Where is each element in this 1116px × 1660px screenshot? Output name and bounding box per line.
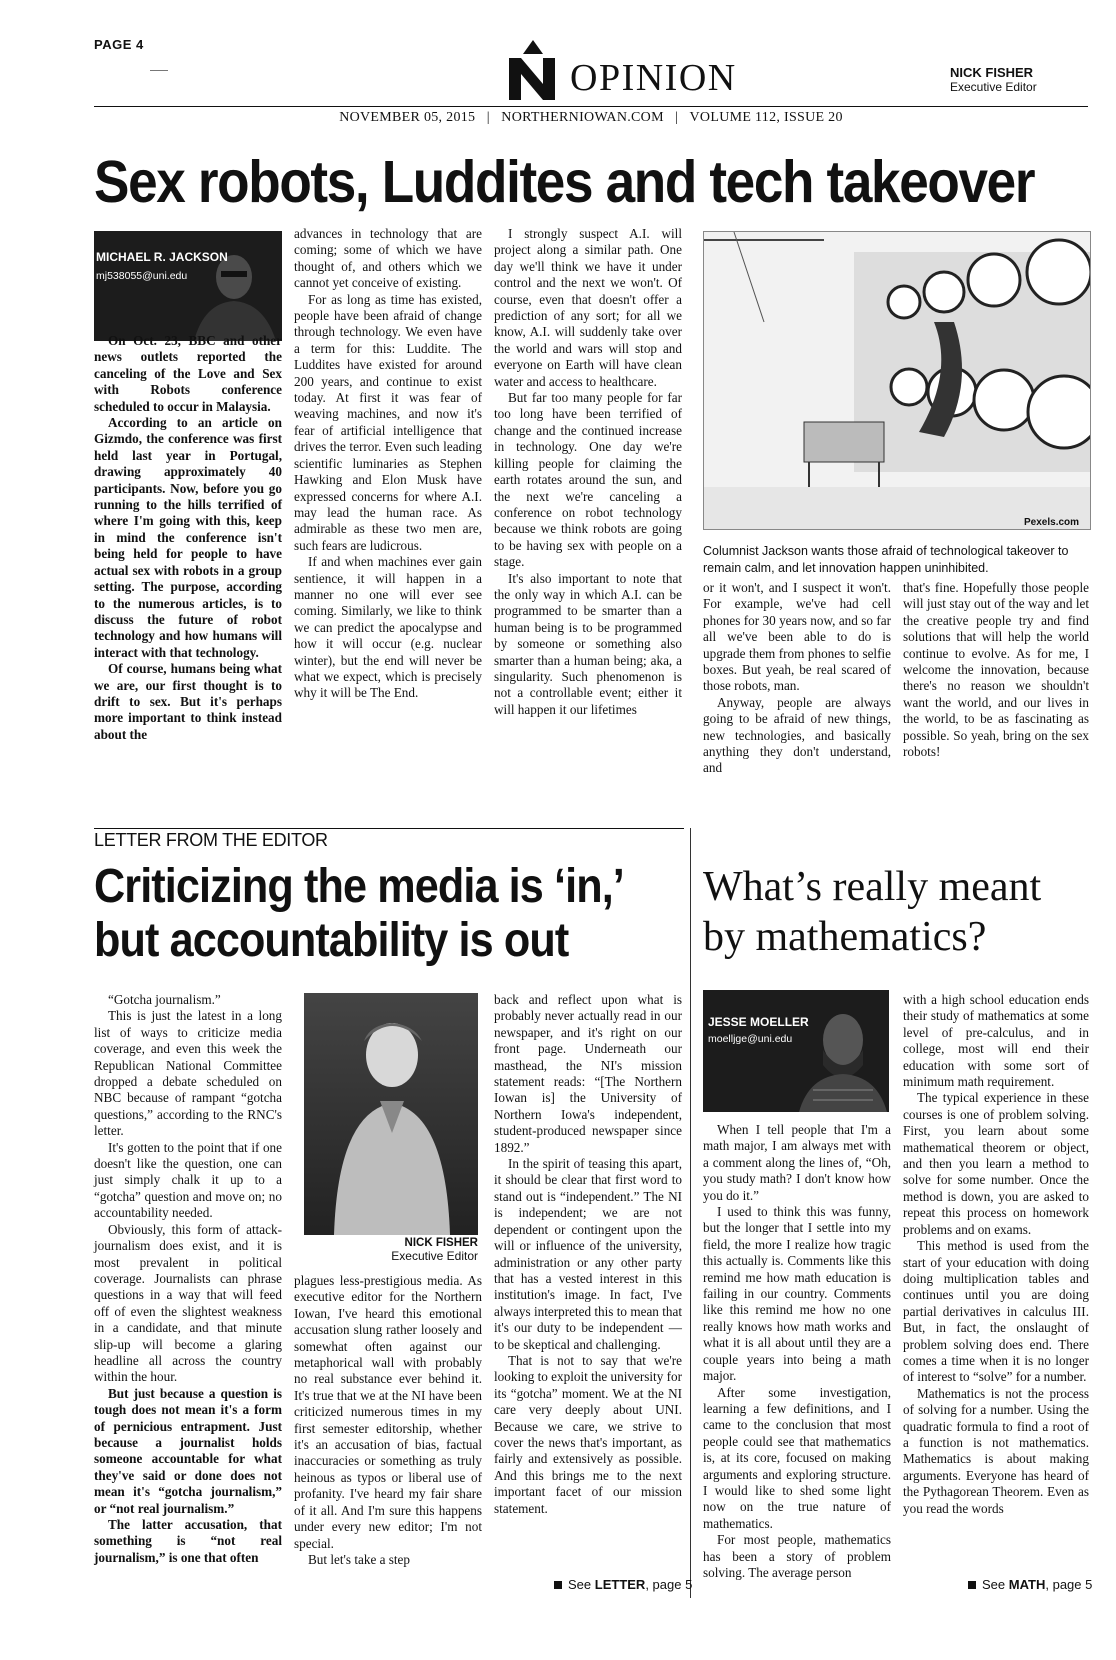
header-rule <box>94 106 1088 107</box>
article1-column-4 <box>703 580 891 777</box>
paragraph: It's gotten to the point that if one doesn't like the question, one can just simply chalk it up to a “gotcha” question and move on; no accountability needed. <box>94 1139 282 1221</box>
jump-word: MATH <box>1008 1577 1046 1592</box>
paragraph: Anyway, people are always going to be afraid of new things, new technologies, and basically anything they don't understand, and <box>703 694 891 776</box>
editor-portrait-icon <box>304 993 478 1235</box>
article3-headline-line1: What’s really meant <box>703 864 1042 910</box>
article2-headline-line2: but accountability is out <box>94 914 569 967</box>
jump-prefix: See <box>568 1577 592 1592</box>
jump-word: LETTER <box>594 1577 646 1592</box>
paragraph: back and reflect upon what is probably never actually read in our newspaper, and it's right on our front page. Underneath our masthead, the NI's mission statement reads: “[The Northern Iowan is] the University of Northern Iowa's independent, student-produced newspaper since 1892.” <box>494 992 682 1155</box>
editor-photo <box>304 993 478 1235</box>
paragraph: The typical experience in these courses is one of problem solving. First, you learn about some mathematical theorem or object, and then you learn a method to solve for some number. Once the method is down, you are asked to repeat this process on homework problems and on exams. <box>903 1090 1089 1237</box>
paragraph: This method is used from the start of your education with doing doing multiplication tables and continues until you are doing partial derivatives in calculus III. But, in fact, the onslaught of problem solving does end. There comes a time when it is no longer of interest to “solve” for a number. <box>903 1238 1089 1385</box>
author-name: MICHAEL R. JACKSON <box>96 250 228 264</box>
paragraph: that's fine. Hopefully those people will just stay out of the way and let the creative people try and find solutions that will help the world continue to evolve. As for me, I welcome the innovation, because there's no reason we shouldn't want the world, and our lives in the world, to be as fascinating as possible. So yeah, bring on the sex robots! <box>903 580 1089 760</box>
article2-column-1 <box>94 992 282 1566</box>
website: NORTHERNIOWAN.COM <box>501 110 664 125</box>
article2-headline <box>94 860 670 968</box>
paragraph: I used to think this was funny, but the longer that I settle into my field, the more I realize how tragic this actually is. Comments like this remind me how math education is failing in our country. Comments like this remind me how no one really knows how math works and what it is all about until they are a couple years into being a math major. <box>703 1204 891 1384</box>
paragraph: Mathematics is not the process of solving for a number. Using the quadratic formula to find a root of a function is not mathematics. Mathematics is about making arguments. Everyone has heard of the Pythagorean Theorem. Even as you read the words <box>903 1385 1089 1516</box>
paragraph: If and when machines ever gain sentience, it will happen in a manner no one will ever see coming. Similarly, we like to think we can predict the apocalypse and how it will occur (e.g. nuclear winter), but the end will never be what we expect, which is precisely why it will be The End. <box>294 554 482 701</box>
author-photo-jackson <box>94 231 282 341</box>
section-divider <box>94 828 684 829</box>
article2-column-3 <box>494 992 682 1517</box>
paragraph: Obviously, this form of attack-journalism does exist, and it is most prevalent in political coverage. Journalists can phrase questions in a way that will feed off of even the slightest weakness in a candidate, and that minute slip-up will become a glaring headline all across the country within the hour. <box>94 1221 282 1385</box>
paragraph: When I tell people that I'm a math major, I am always met with a comment along the lines of, “Oh, you study math? I don't know how you do it.” <box>703 1122 891 1203</box>
author-email: mj538055@uni.edu <box>96 270 188 282</box>
article2-column-2 <box>294 1273 482 1568</box>
author-name: JESSE MOELLER <box>708 1015 809 1029</box>
editor-photo-name: NICK FISHER <box>404 1237 478 1249</box>
paragraph: The latter accusation, that something is “not real journalism,” is one that often <box>94 1517 282 1565</box>
article2-headline-line1: Criticizing the media is ‘in,’ <box>94 860 624 913</box>
paragraph: On Oct. 23, BBC and other news outlets reported the canceling of the Love and Sex with Robots conference scheduled to occur in Malaysia. <box>94 333 282 414</box>
author-portrait-icon <box>94 231 282 341</box>
photo-credit: Pexels.com <box>1024 517 1080 528</box>
paragraph: plagues less-prestigious media. As executive editor for the Northern Iowan, I've heard this emotional accusation slung rather loosely and somewhat often against our metaphorical wall with probably no real substance ever behind it. It's true that we at the NI have been criticized numerous times in my first semester editorship, whether it's an accusation of bias, factual inaccuracies or something as truly heinous as typos or liberal use of profanity. I've heard my fair share of it all. And I'm sure this happens under every new editor; I'm not special. <box>294 1273 482 1551</box>
column-divider <box>690 828 691 1598</box>
editor-photo-caption <box>304 1237 478 1263</box>
header-dash <box>150 70 168 71</box>
article3-column-2 <box>903 992 1089 1517</box>
paragraph: Of course, humans being what we are, our first thought is to drift to sex. But it's perhaps more important to think instead about the <box>94 661 282 742</box>
article3-headline-line2: by mathematics? <box>703 914 987 960</box>
letter-jump-link[interactable] <box>554 1577 692 1592</box>
photo-caption: Columnist Jackson wants those afraid of technological takeover to remain calm, and let innovation happen uninhibited. <box>703 544 1069 575</box>
paragraph: or it won't, and I suspect it won't. For example, we've had cell phones for 30 years now, and so far all we've been able to do is upgrade them from phones to selfie boxes. But yeah, be real scared of those robots, man. <box>703 580 891 694</box>
author-portrait-icon <box>703 990 889 1112</box>
math-jump-link[interactable] <box>968 1577 1092 1592</box>
paragraph: But let's take a step <box>308 1551 410 1567</box>
paragraph: In the spirit of teasing this apart, it should be clear that first word to stand out is “independent.” The NI is independent; we are not dependent or contingent upon the will or influence of the university, administration or any other party that has a vested interest in this institution's image. In fact, I've always interpreted this to mean that it's our duty to be independent — to be skeptical and challenging. <box>494 1156 682 1352</box>
author-email: moelljge@uni.edu <box>708 1033 793 1045</box>
paragraph: After some investigation, learning a few definitions, and I came to the conclusion that most people could see that mathematics is, at its core, focused on making arguments and exploring structure. I would like to shed some light now on the true nature of mathematics. <box>703 1384 891 1531</box>
section-title: OPINION <box>570 57 737 99</box>
dateline-separator: | <box>486 110 490 125</box>
volume-issue: VOLUME 112, ISSUE 20 <box>689 110 843 125</box>
article1-column-1 <box>94 333 282 743</box>
article2-kicker: LETTER FROM THE EDITOR <box>94 830 328 850</box>
dateline <box>94 110 1088 126</box>
article1-column-3 <box>494 226 682 718</box>
jump-square-icon <box>968 1581 976 1589</box>
paragraph: with a high school education ends their study of mathematics at some level of pre-calculus, and in college, most will end their education with some sort of minimum math requirement. <box>903 992 1089 1090</box>
paragraph: According to an article on Gizmdo, the conference was first held last year in Portugal, drawing approximately 40 participants. Now, before you go running to the hills terrified of where I'm going with this, keep in mind the conference isn't being held for people to have actual sex with robots in a group setting. The purpose, according to the numerous articles, is to discuss the future of robot technology and how humans will interact with that technology. <box>94 415 282 660</box>
article1-headline: Sex robots, Luddites and tech takeover <box>94 149 1035 215</box>
author-photo-moeller <box>703 990 889 1112</box>
masthead-editor-title: Executive Editor <box>950 80 1037 94</box>
paragraph: For most people, mathematics has been a story of problem solving. The average person <box>703 1532 891 1580</box>
jump-prefix: See <box>982 1577 1006 1592</box>
dateline-separator: | <box>675 110 679 125</box>
jump-suffix: , page 5 <box>1045 1577 1093 1592</box>
laundromat-illustration-icon <box>704 232 1090 529</box>
laundromat-photo <box>703 231 1091 530</box>
article1-column-5 <box>903 580 1089 760</box>
paragraph: “Gotcha journalism.” <box>108 992 221 1007</box>
northern-iowan-logo-icon <box>507 40 559 100</box>
jump-suffix: , page 5 <box>645 1577 693 1592</box>
masthead-editor-name: NICK FISHER <box>950 65 1034 80</box>
article3-headline <box>703 862 1093 962</box>
paragraph: It's also important to note that the only way in which A.I. can be programmed to be smarter than a human being is to be programmed by someone or something also smarter than a human being; aka, a singularity. Such phenomenon is not a controllable event; either it will happen it our lifetimes <box>494 570 682 717</box>
editor-photo-title: Executive Editor <box>391 1249 478 1263</box>
masthead-editor <box>950 66 1037 94</box>
jump-square-icon <box>554 1581 562 1589</box>
paragraph: advances in technology that are coming; some of which we have thought of, and others which we cannot yet conceive of existing. <box>294 226 482 291</box>
page-number: PAGE 4 <box>94 37 144 52</box>
article3-column-1 <box>703 1122 891 1581</box>
paragraph: That is not to say that we're looking to exploit the university for its “gotcha” moment. We at the NI care very deeply about UNI. Because we care, we strive to cover the news that's important, as fairly and extensively as possible. And this brings me to the next important facet of our mission statement. <box>494 1352 682 1516</box>
paragraph: I strongly suspect A.I. will project along a similar path. One day we'll think we have it under control and the next we won't. Of course, even that doesn't offer a prediction of any sort; for all we know, A.I. will suddenly take over the world and wars will stop and everyone on Earth will have clean water and access to healthcare. <box>494 226 682 389</box>
paragraph: But far too many people for far too long have been terrified of change and the continued increase in technology. One day we're killing people for claiming the earth rotates around the sun, and the next we're canceling a conference on robot technology because we think robots are going to be having sex with people on a stage. <box>494 390 682 570</box>
issue-date: NOVEMBER 05, 2015 <box>339 110 476 125</box>
paragraph: For as long as time has existed, people have been afraid of change through technology. We even have a term for this: Luddite. The Luddites have existed for around 200 years, and continue to exist today. At first it was fear of weaving machines, and now it's fear of artificial intelligence that drives the terror. Even such leading scientific luminaries as Stephen Hawking and Elon Musk have expressed concerns for where A.I. may lead the human race. As admirable as these two men are, such fears are ludicrous. <box>294 291 482 553</box>
article1-column-2 <box>294 226 482 702</box>
paragraph: This is just the latest in a long list of ways to criticize media coverage, and even this week the Republican National Committee dropped a debate scheduled on NBC because of rampant “gotcha questions,” according to the RNC's letter. <box>94 1008 282 1139</box>
paragraph: But just because a question is tough does not mean it's a form of pernicious entrapment. Just because a journalist holds someone accountable for what they've said or done does not mean it's “gotcha journalism,” or “not real journalism.” <box>94 1385 282 1516</box>
